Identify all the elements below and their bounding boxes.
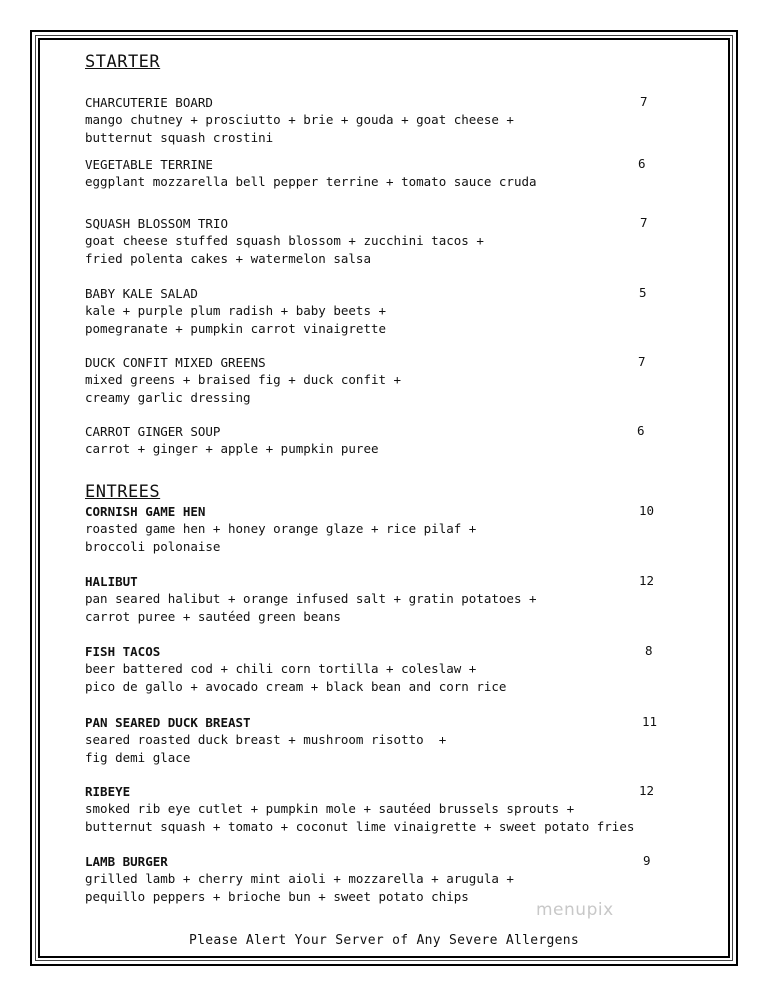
item-desc-line: pico de gallo + avocado cream + black bean and corn rice (85, 678, 507, 694)
menu-item (85, 573, 670, 625)
item-price: 7 (638, 354, 646, 369)
item-name: CHARCUTERIE BOARD (85, 95, 213, 110)
menu-item (85, 714, 670, 766)
menu-item (85, 503, 670, 555)
section-title-starter: STARTER (85, 52, 161, 72)
item-desc-line: roasted game hen + honey orange glaze + rice pilaf + (85, 521, 477, 536)
item-desc-line: creamy garlic dressing (85, 389, 251, 405)
item-desc-line: pomegranate + pumpkin carrot vinaigrette (85, 320, 387, 336)
menu-item (85, 354, 670, 406)
item-desc-line: smoked rib eye cutlet + pumpkin mole + sautéed brussels sprouts + (85, 801, 575, 816)
item-desc-line: broccoli polonaise (85, 538, 221, 554)
item-desc-line: mango chutney + prosciutto + brie + gouda + goat cheese + (85, 112, 514, 127)
item-price: 11 (642, 714, 658, 729)
item-price: 10 (639, 503, 655, 518)
item-name: PAN SEARED DUCK BREAST (85, 715, 251, 730)
item-desc-line: butternut squash + tomato + coconut lime vinaigrette + sweet potato fries (85, 818, 635, 834)
item-desc-line: kale + purple plum radish + baby beets + (85, 303, 387, 318)
item-price: 12 (639, 783, 655, 798)
item-name: BABY KALE SALAD (85, 286, 198, 301)
item-desc-line: pequillo peppers + brioche bun + sweet potato chips (85, 888, 469, 904)
item-name: CORNISH GAME HEN (85, 504, 206, 519)
menu-item (85, 643, 670, 695)
item-desc-line: goat cheese stuffed squash blossom + zucchini tacos + (85, 233, 484, 248)
menu-item (85, 853, 670, 905)
menu-item (85, 783, 670, 835)
item-price: 12 (639, 573, 655, 588)
item-desc-line: eggplant mozzarella bell pepper terrine + tomato sauce cruda (85, 174, 537, 189)
item-name: SQUASH BLOSSOM TRIO (85, 216, 228, 231)
item-name: RIBEYE (85, 784, 131, 799)
item-desc-line: fried polenta cakes + watermelon salsa (85, 250, 371, 266)
item-price: 6 (637, 423, 645, 438)
item-desc-line: pan seared halibut + orange infused salt + gratin potatoes + (85, 591, 537, 606)
item-desc-line: seared roasted duck breast + mushroom risotto + (85, 732, 447, 747)
item-price: 5 (639, 285, 647, 300)
item-desc-line: beer battered cod + chili corn tortilla + coleslaw + (85, 661, 477, 676)
item-desc-line: fig demi glace (85, 749, 191, 765)
menu-item (85, 156, 670, 191)
item-name: VEGETABLE TERRINE (85, 157, 213, 172)
allergen-notice: Please Alert Your Server of Any Severe Allergens (188, 933, 580, 948)
menu-item (85, 215, 670, 267)
item-price: 9 (643, 853, 651, 868)
menu-item (85, 285, 670, 337)
menu-item (85, 423, 670, 458)
section-title-entrees: ENTREES (85, 482, 161, 502)
item-name: HALIBUT (85, 574, 138, 589)
item-name: CARROT GINGER SOUP (85, 424, 221, 439)
watermark-logo: menupix (536, 900, 614, 920)
item-desc-line: grilled lamb + cherry mint aioli + mozzarella + arugula + (85, 871, 514, 886)
item-price: 7 (640, 215, 648, 230)
item-price: 7 (640, 94, 648, 109)
item-desc-line: mixed greens + braised fig + duck confit + (85, 372, 402, 387)
item-name: DUCK CONFIT MIXED GREENS (85, 355, 266, 370)
item-name: LAMB BURGER (85, 854, 168, 869)
item-price: 8 (645, 643, 653, 658)
item-desc-line: carrot puree + sautéed green beans (85, 608, 341, 624)
item-desc-line: butternut squash crostini (85, 129, 274, 145)
menu-item (85, 94, 670, 146)
item-price: 6 (638, 156, 646, 171)
item-name: FISH TACOS (85, 644, 161, 659)
item-desc-line: carrot + ginger + apple + pumpkin puree (85, 441, 379, 456)
